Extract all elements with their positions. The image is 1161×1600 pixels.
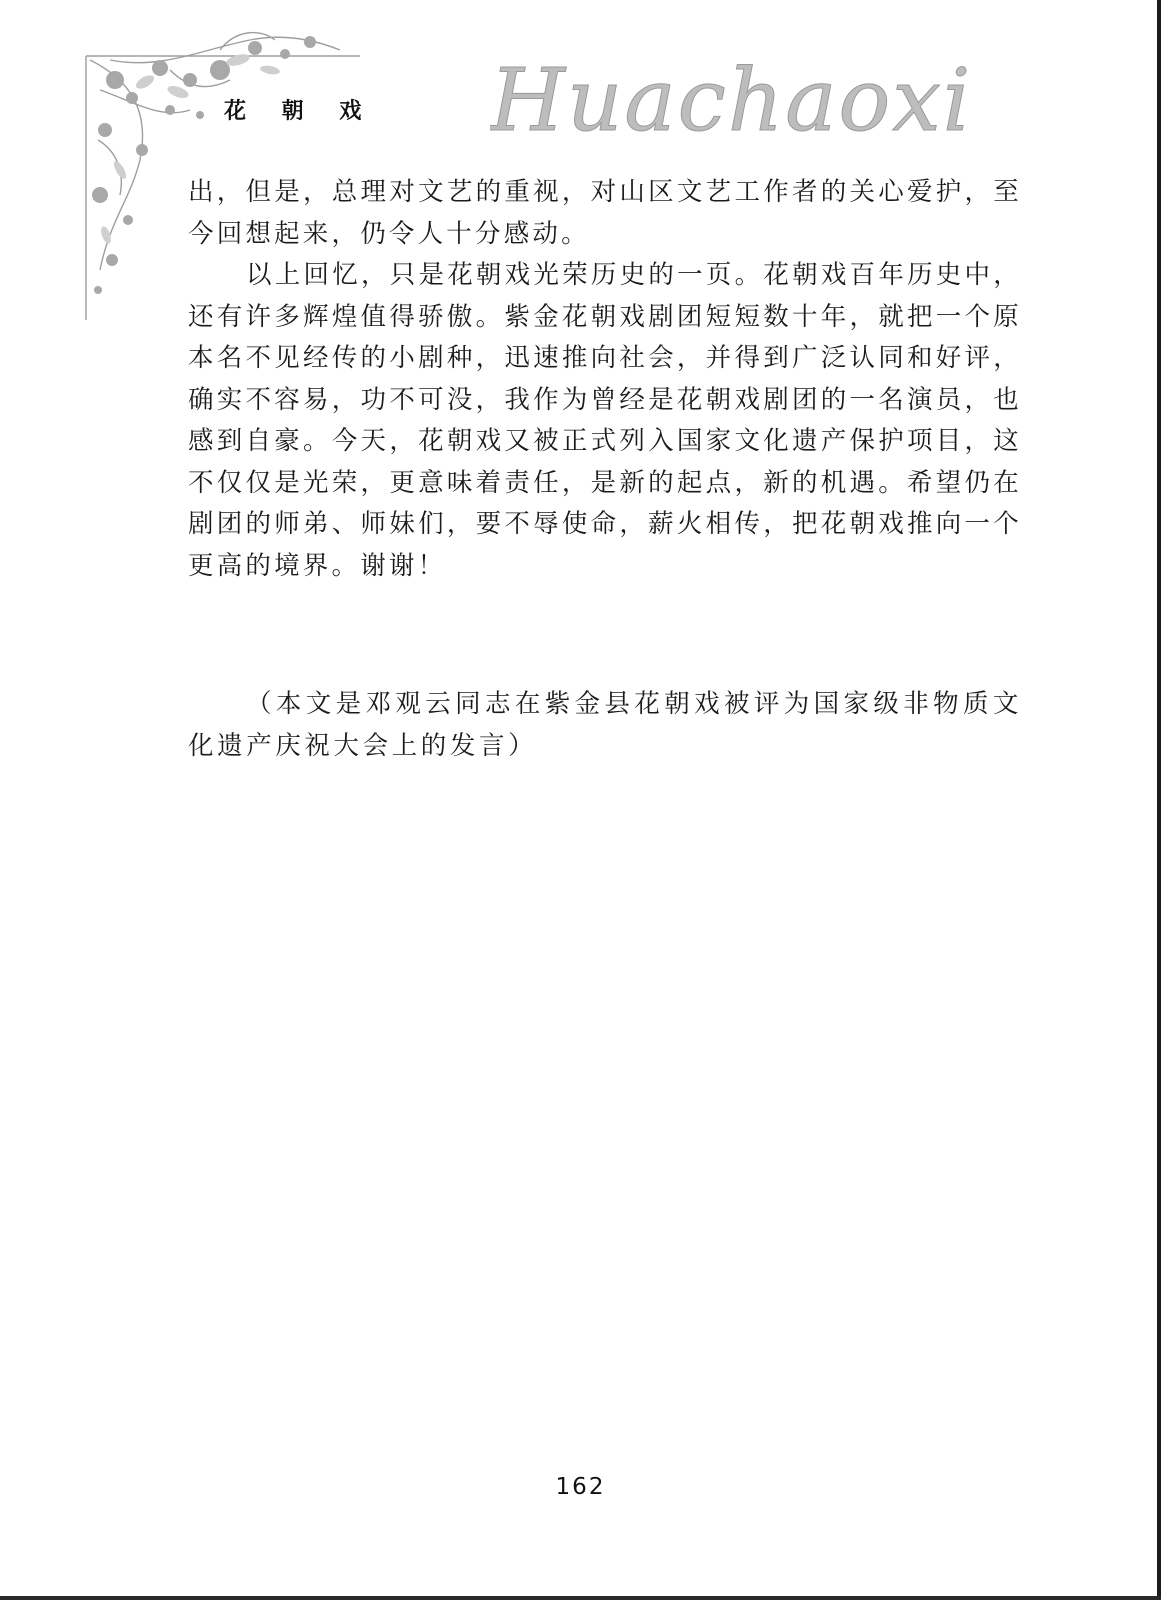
header-script-title — [490, 40, 1090, 160]
body-text — [188, 172, 1022, 587]
paragraph-1: 出，但是，总理对文艺的重视，对山区文艺工作者的关心爱护，至今回想起来，仍令人十分感动。 — [188, 177, 1022, 249]
source-note-text: （本文是邓观云同志在紫金县花朝戏被评为国家级非物质文化遗产庆祝大会上的发言） — [188, 689, 1022, 761]
scan-right-edge — [1157, 0, 1161, 1600]
paragraph-2: 以上回忆，只是花朝戏光荣历史的一页。花朝戏百年历史中，还有许多辉煌值得骄傲。紫金花朝戏剧团短短数十年，就把一个原本名不见经传的小剧种，迅速推向社会，并得到广泛认同和好评，确实不容易，功不可没，我作为曾经是花朝戏剧团的一名演员，也感到自豪。今天，花朝戏又被正式列入国家文化遗产保护项目，这不仅仅是光荣，更意味着责任，是新的起点，新的机遇。希望仍在剧团的师弟、师妹们，要不辱使命，薪火相传，把花朝戏推向一个更高的境界。谢谢！ — [188, 260, 1022, 581]
source-note — [188, 684, 1022, 767]
running-header-title: 花 朝 戏 — [224, 99, 376, 124]
page-number: 162 — [555, 1474, 606, 1500]
header-script-text: Huachaoxi — [490, 51, 973, 151]
scan-bottom-edge — [0, 1596, 1161, 1600]
